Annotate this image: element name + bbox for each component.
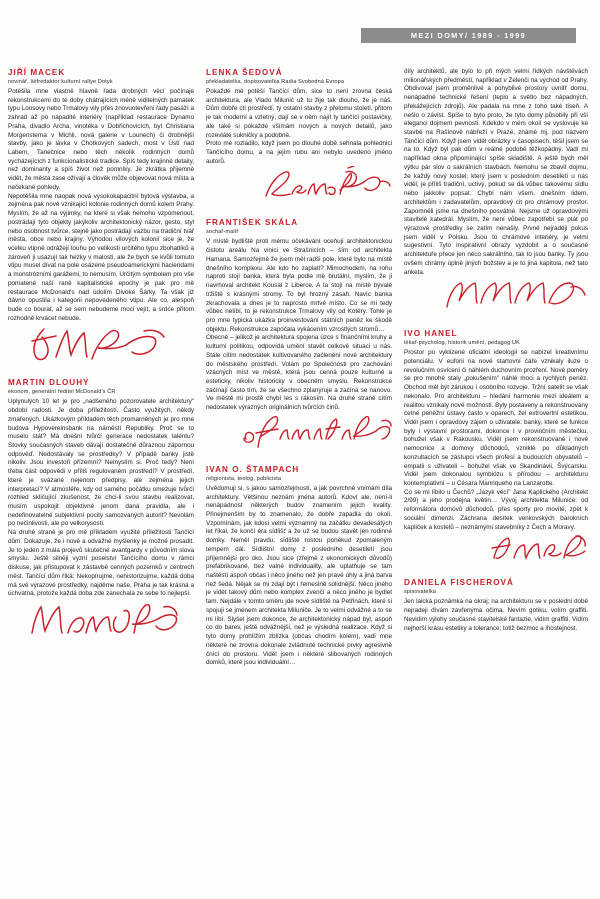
- contributor-text: [8, 398, 194, 599]
- contributor-name: JIŘÍ MACEK: [8, 68, 66, 77]
- paragraph: Co se mi líbilo u Čechů? „Jazyk věcí" Jana Kaplického (Architekt 2/99) a jeho prodejna květin… Vývoj architekta Miluniće: od reformátora domovů důchodců, přes sporty pro movité, zpět k sociální dimenzi. Záchrana desítek venkovských barokních kapliček a kostelů – neznámými stavebníky z Čech a Moravy.: [404, 488, 588, 531]
- contributor-role: spisovatelka: [404, 589, 437, 596]
- paragraph: díly architektů, ale bylo to při mých velmi řídkých návštěvách milionářských předměstí, například v Zelenči na východ od Prahy. Obdivoval jsem proměnlivé a pohyblivé prostory uvnitř domu, nenápadné technické řešení (teplo a světlo bez nápadných, překážejících zdrojů). Ale padala na mne z toho také tíseň. A nešlo o závist. Spíše to bylo proto, že tyto domy působily při vší eleganci dojmem pevnosti. Kdekdo v mém okolí se vyslovuje ke stavbě na Rašínově nábřeží v Praze, známé mj. pod názvem Tančící dům. Když jsem viděl obrázky v časopisech, těšil jsem se na to. Když byl pak dům v reálné podobě těžkopádný. Vadí mi například okna připomínající spíše skladiště. A ještě bych měl výtku pár slov o sakrálních stavbách. Nemohu se zbavit dojmu, že každý nový kostel, který jsem v posledním desetiletí u nás viděl, je příliš tradiční, uctivý, pokud se dá vůbec takovému sídlu nebo jakkoliv popsat. Chybí nám všem, dnešním lidem, architektům i zadavatelům, opravdový cit pro chrámový prostor. Zapomněli jsme na dnešního posvátné. Nejsme už opravdovými stavitelé katedrál. Myslím, že není vůbec zapotřebí se ptát po výrazové prostředky se zatím nenašly. Prvně nejraději pokus jsem viděl v Polsku. Jsou to chrámové interiéry, je velmi sugestivní. Tyto inspirativní obrazy vyzdobit a o současné architektuře přece jen něco sakrálního, tak to jsou banky. Ty jsou ovšem chrámy úplně jiných božstev a je to jiná kapitola, než tato anketa.: [404, 68, 588, 276]
- contributor-name: FRANTIŠEK SKÁLA: [206, 218, 299, 228]
- entry-jiri-macek: [8, 68, 194, 378]
- contributor-text: [206, 485, 392, 668]
- paragraph: Na druhé straně je pro mě příkladem využité příležitosti Tančící dům. Dokazuje, že i nové a odvážné myšlenky je možné prosadit. Je to jeden z mála projevů skutečné avantgardy v původním slova smyslu. Ještě silněji vyzní poselství Tančícího domu v rámci diskuse, jak přistupovat k zástavbě cenných pozemků v centrech měst. Tančící dům říká: Nekopírujme, nehistorizujme, každá doba má své výrazové prostředky, najděme naše. Praha je tak krásná a úchvatná, protože každá doba zde zanechala ze sebe to nejlepší.: [8, 529, 194, 598]
- contributor-role: religionista, teolog, publicista: [206, 475, 282, 482]
- paragraph: Pokaždé mě potěší Tančící dům, sice to není zrovna česká architektura, ale Vlado Milunić už tu žije tak dlouho, že je náš. Dům dobře ctí prostředí, ty ostatní stavby z přelomu století, přitom je tak moderní a vzletný, dají se v něm najít ty tančící postavičky, ale také si pokaždé všímám nových a nových detailů, jako rozevláté sukničky a podobně.: [206, 88, 392, 139]
- contributor-role: překladatelka, dopisovatelka Radia Svobodná Evropa: [206, 79, 345, 85]
- entry-ivo-hanel: [404, 329, 588, 578]
- column-3: [404, 68, 588, 880]
- paragraph: Uvědomuji si, s jakou samozřejmostí, a jak povrchně vnímám díla architektury. Většinou neznám jména autorů. Kdoví ale, není-li nenápadnost některých budov znamením jejich kvality. Přinejmenším by to znamenalo, že dobře zapadla do okolí. Vzpomínám, jak kdosi velmi významný na začátku devadesátých let říkal, že končí éra sídlišť a že už se budou stavět jen rodinné domky. Neměl pravdu, sídliště rostou poněkud zpomaleným tempem dál. Sídlištní domy z posledního desetiletí jsou příjemnější pro oko. Jsou sice (zřejmě z ekonomických důvodů) prefabrikované, bez valné individuality, ale uplatňuje se tam naštěstí aspoň občas i něco jiného než jen pravé úhly a jiná barva než šedá. Nějak se mi zdají být i řemeslně solidnější. Něco jiného je vidět takový dům nebo komplex zvenčí a něco jiného je bydlet tam. Nejdále v tomto směru jde nové sídliště na Petřinách, které si spojuji se jménem architekta Miluniče. Je to velmi odvážné a to se mi líbí. Slyšel jsem dokonce, že architektonický nápad byl, aspoň co do barev, ještě odvážnější, než je výsledná realizace. Když si tyto domy prohlížím zblízka (občas chodím kolem), vadí mne některé ne zrovna dokonale zvládnuté technické prvky agresivně čnící do prostoru. Viděl jsem i některé slibovaných rodinných domků, které jsou individuální…: [206, 484, 392, 667]
- entry-ivan-stampach-continued: [404, 68, 588, 329]
- paragraph: Potěšila mne vlastně hlavně řada drobných věcí počínaje rekonstrukcemi do té doby chátrajících méně viditelných památek typu Loosovy nebo Trmalovy vily přes znovuotevřeni řady pasáží a zahrad až po nápadité interiéry (například restaurace Dynamo Praha, divadlo Archa, vinotéka v Dobřichovicích, byt Christiana Morgensterna v Michli, nová galerie v Lounech) či drobnější stavby, jako je lávka v Chotkových sadech, most v Ústí nad Labem, Tanečnice nebo těch několik rodinných domů vycházejících z funkcionalistické tradice. Spíš tedy krajinné detaily, než dominanty a spíš život než pomníky. Je zkrátka příjemné vidět, že města zase ožívají a člověk může objevovat nová místa a nečekané pohledy.: [8, 88, 194, 191]
- contributor-text: [404, 68, 588, 277]
- paragraph: V místě bydliště proti mému očekávání oceňuji architektonickou čistotu areálu Na vinici ve Strašnicích – ším od architekta Hamana. Samozřejmě že jsem měl radši pole, které bylo na místě dnešního komplexu. Ale kdo ho zaplatí? Mimochodem, na rohu naproti stojí banka, která byla podle mě brutální, myslím, že ji navrhoval architekt Kousal z Liberce. A ta stojí na místě bývalé tržiště s krásnými stromy. To byl hrozný zásah. Navíc banka zkrachovala a dnes je to naprosto mrtvé místo. Co se mi tedy vůbec nelíbí, to je rekonstrukce Trmalovy vily od Kotěry. Tohle je pro mne typická ukázka proinvestování státních peněz ke škodě objektu. Rekonstrukce započala vykácením vzrostlých stromů…: [206, 238, 392, 333]
- contributor-role: ekonom, generální ředitel McDonald's ČR: [8, 389, 116, 396]
- entry-daniela-fischerova: [404, 578, 588, 633]
- lenka-sedova-signature: [206, 166, 392, 212]
- frantisek-skala-signature: [206, 413, 392, 459]
- column-1: [8, 68, 194, 880]
- contributor-text: [8, 88, 194, 323]
- contributor-text: [206, 88, 392, 166]
- contributor-text: [404, 349, 588, 532]
- entry-spacer: [8, 369, 194, 378]
- text-columns: [8, 68, 592, 880]
- contributor-role: sochař-malíř: [206, 229, 239, 236]
- contributor-role: lékař-psycholog, historik umění, pedagog UK: [404, 340, 520, 347]
- column-2: [206, 68, 392, 880]
- contributor-name: DANIELA FISCHEROVÁ: [404, 578, 514, 588]
- ivan-stampach-signature: [404, 277, 588, 323]
- martin-dlouhy-signature: [8, 599, 194, 645]
- paragraph: Nepotěšila mne naopak nová vysokokapacitní bytová výstavba, a zejména pak nově vznikající kolonie rodinných domů kolem Prahy. Myslím, že až na výjimky, na které si však nemohu vzpomenout, postrádají tyto objekty jakýkoliv architektonický názor, gesto, styl nebo osobnost tvůrce, stejně jako postrádají vazbu na tradiční tvář města, obce nebo krajiny. Výhodou vilových kolonií sice je, že vcelku vtipně odrážejí touhu po velikosti určitého typu zbohatlíků a zároveň ji usazují tak hezky v malosti, ale že bych se kvůli tomuto vtipu musel dívat na pole osázené pseudoamerickými haciendami a monstrózními garážemi, to nemusím. Určitým symbolem pro vše pomatené naší raně kapitalistické epochy je pak pro mě restaurace McDonald's nad údolím Divoké Šárky. Ta však již dávno opustila i kategorii nepovedeného vtipu. Ale co, alespoň bude co bourat, až se sem nebudeme moci vejít, a srdce přitom rozhodně krvácet nebude.: [8, 192, 194, 322]
- paragraph: Uplynulých 10 let je pro „nadšeného pozorovatele architektury" období radosti. Je doba příležitostí. Často využitých, někdy zmařených. Ukázkovým příkladem těch promarněných je pro mne budova Hypovereinsbank na náměstí Republiky. Proč se to muselo stát? Má dnešní tvůrčí generace nedostatek talentu? Stovky současných staveb dávají dostatečně důraznou zápornou odpověď. Nedostávaly se prostředky? V případě banky jistě nikoliv. Jsou investoři přízemní? Nemyslím si. Proč tedy? Není třeba část odpovědi v příliš regulovaném prostředí? V prostředí, které je svázané nejenom předpisy, ale zejména jejich interpretací? V atmosféře, kdy od samého počátku omezuje tvůrčí rozhled skličující zkušenost, že chci-li svou stavbu realizovat, musím uspokojit objektivně jenom daná pravidla, ale i nedefinovatelné subjektivní pocity samozvaných autorit? Nevolám po nečinlivosti, ale po velkorysosti.: [8, 398, 194, 528]
- paragraph: Proto mé rozladilo, když jsem po dlouhé době sehnala pohlednici Tančícího domu, a na jejím rubu ani nebylo uvedeno jméno autorů.: [206, 140, 392, 165]
- jiri-macek-signature: [8, 323, 194, 369]
- running-header-title: MEZI DOMY/ 1989 - 1999: [410, 31, 527, 40]
- contributor-name: IVAN O. ŠTAMPACH: [206, 464, 300, 474]
- paragraph: Prostor po vyklizené oficiální ideologii se nabízel kreativnímu potenciálu. V euforii na nové startovní čáře vznikaly iluze o revolučním osvícení či náhlém duchovním prozření. Nové poměry se pro mnohé staly „pokušením" náhlé moci a rychlých peněz. Obchod měl být zárukou i osobního rozvoje. Tržní satelit se však nekonalo. Pro architekturu – hledání harmonie mezi ideálem a realitou vznikaly nové možnosti. Byly postaveny a rekonstruovány četné peněžní ústavy často v oparech, žel extrovertní estetikou. Viděl jsem i opravdovy zájem o uživatele: banky, které se funkce byly i výstavní prostorami, dokonce i v provinčním městečku, bohužel však v Rakousku. Viděl jsem rekonstruované i nové nemocnice a domovy důchodců, vzniklé po důkladných konzultacích se zástupci všech profesí a budoucích obyvatelů – empatii s uživateli – bohužel však ve Skandinávii, Švýcarsku. Viděl jsem dokonalou symbiózu s přírodou – architekturu kontemplativní – u Césara Manriqueho na Lanzarotte.: [404, 349, 588, 488]
- contributor-name: MARTIN DLOUHÝ: [8, 378, 90, 388]
- contributor-name: LENKA ŠEDOVÁ: [206, 68, 283, 77]
- contributor-text: [404, 598, 588, 633]
- contributor-text: [206, 238, 392, 412]
- ivo-hanel-signature: [404, 532, 588, 572]
- entry-frantisek-skala: [206, 218, 392, 464]
- entry-martin-dlouhy: [8, 378, 194, 645]
- running-header-bar: [361, 28, 576, 43]
- paragraph: Obecně – jelikož je architektura spojena úzce s finančními kruhy a kulturní politikou, odpovídá umění stavět celkové situaci u nás. Stále cítím nedostatek kultivovaného začlenění nové architektury do městského prostředí. Volám po Společnosti pro zachování vzácných míst ve městě, která jsou cenná pouze kulturně a esteticky, nikoliv historicky v obecném smyslu. Rekonstrukce začínají často tím, že se všechno zplanýruje a začíná se nanovo. Ve městě mi prostě chybí les s rákosím. Na druhé straně cítím nedostatek výrazných originálních tvůrčích činů.: [206, 334, 392, 412]
- contributor-name: IVO HANEL: [404, 329, 458, 339]
- entry-lenka-sedova: [206, 68, 392, 218]
- entry-ivan-stampach: [206, 465, 392, 668]
- paragraph: Jen laická poznámka na okraj; na architekturu se v posledni době nejradeji dívám zavřenýma očima. Nevím gotiku, volím graffiti. Nevidím výlohy současné stavitelské fantazie, vidím graffiti. Vidím nejhorší krásu estetiky a tolerance; totiž bezmoc a lhostejnost.: [404, 598, 588, 632]
- contributor-role: novinář, šéfredaktor kulturní rallye Dotyk: [8, 79, 113, 85]
